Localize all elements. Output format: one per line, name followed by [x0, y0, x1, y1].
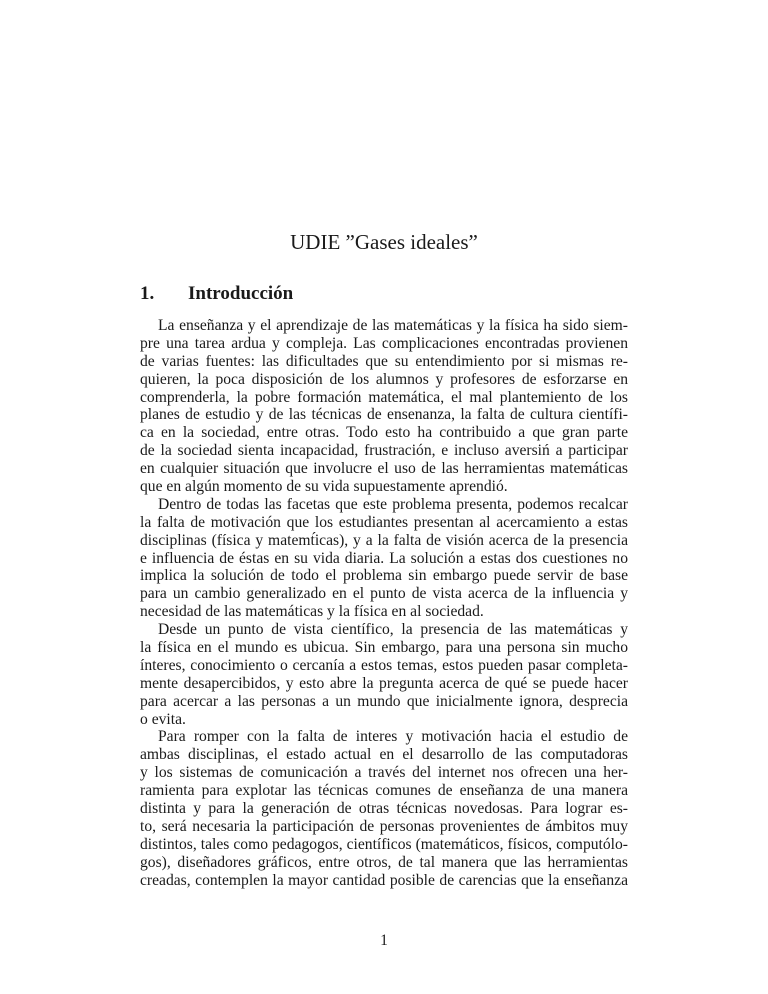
text-line: distintos, tales como pedagogos, científicos (matemáticos, físicos, computólo-	[140, 835, 628, 853]
text-line: Dentro de todas las facetas que este problema presenta, podemos recalcar	[158, 495, 628, 513]
text-line: comprenderla, la pobre formación matemática, el mal plantemiento de los	[140, 388, 628, 406]
text-line: ínteres, conocimiento o cercanía a estos temas, estos pueden pasar completa-	[140, 656, 628, 674]
paragraph	[140, 496, 628, 621]
text-line: Para romper con la falta de interes y motivación hacia el estudio de	[158, 728, 628, 746]
text-line: necesidad de las matemáticas y la física en al sociedad.	[140, 603, 484, 621]
text-line: planes de estudio y de las técnicas de ensenanza, la falta de cultura científi-	[140, 406, 628, 424]
text-line: en cualquier situación que involucre el uso de las herramientas matemáticas	[140, 460, 628, 478]
text-line: disciplinas (física y matemt́icas), y a la falta de visión acerca de la presencia	[140, 531, 628, 549]
text-line: para acercar a las personas a un mundo que inicialmente ignora, desprecia	[140, 692, 628, 710]
text-line: la física en el mundo es ubicua. Sin embargo, para una persona sin mucho	[140, 639, 628, 657]
text-line: e influencia de éstas en su vida diaria. La solución a estas dos cuestiones no	[140, 549, 628, 567]
text-line: Desde un punto de vista científico, la presencia de las matemáticas y	[158, 621, 628, 639]
body-text	[140, 317, 628, 890]
paragraph	[140, 621, 628, 728]
text-line: que en algún momento de su vida supuestamente aprendió.	[140, 478, 508, 496]
text-line: distinta y para la generación de otras técnicas novedosas. Para lograr es-	[140, 800, 628, 818]
page-number: 1	[380, 932, 388, 949]
text-line: La enseñanza y el aprendizaje de las matemáticas y la física ha sido siem-	[158, 317, 628, 334]
text-line: to, será necesaria la participación de personas provenientes de ámbitos muy	[140, 817, 628, 835]
text-line: mente desapercibidos, y esto abre la pregunta acerca de qué se puede hacer	[140, 674, 628, 692]
text-line: la falta de motivación que los estudiantes presentan al acercamiento a estas	[140, 513, 628, 531]
text-line: ca en la sociedad, entre otras. Todo esto ha contribuido a que gran parte	[140, 424, 628, 442]
section-heading	[140, 283, 293, 305]
text-line: ambas disciplinas, el estado actual en el desarrollo de las computadoras	[140, 746, 628, 764]
text-line: quieren, la poca disposición de los alumnos y profesores de esforzarse en	[140, 370, 628, 388]
section-title: Introducción	[188, 283, 294, 304]
text-line: pre una tarea ardua y compleja. Las complicaciones encontradas provienen	[140, 334, 628, 352]
text-line: de varias fuentes: las dificultades que su entendimiento por si mismas re-	[140, 352, 628, 370]
text-line: ramienta para explotar las técnicas comunes de enseñanza de una manera	[140, 782, 628, 800]
section-number: 1.	[140, 283, 155, 304]
text-line: creadas, contemplen la mayor cantidad posible de carencias que la enseñanza	[140, 871, 628, 889]
text-line: o evita.	[140, 710, 186, 728]
text-line: para un cambio generalizado en el punto de vista acerca de la influencia y	[140, 585, 628, 603]
paragraph	[140, 728, 628, 889]
paragraph	[140, 317, 628, 496]
text-line: gos), diseñadores gráficos, entre otros, de tal manera que las herramientas	[140, 853, 628, 871]
text-line: implica la solución de todo el problema sin embargo puede servir de base	[140, 567, 628, 585]
text-line: y los sistemas de comunicación a través del internet nos ofrecen una her-	[140, 764, 628, 782]
text-line: de la sociedad sienta incapacidad, frustración, e incluso aversiń a participar	[140, 442, 628, 460]
document-title: UDIE ”Gases ideales”	[290, 230, 478, 254]
